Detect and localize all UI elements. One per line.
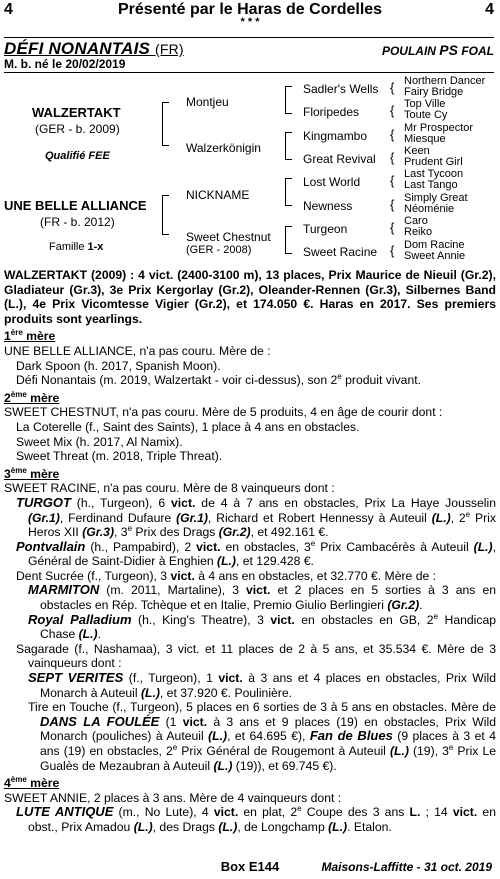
produce-item: Dark Spoon (h. 2017, Spanish Moon).: [16, 358, 221, 373]
pedigree-g3-8: Sweet Racine: [303, 245, 378, 259]
pedigree-g3-2: Floripedes: [303, 105, 360, 119]
pedigree-g2-note: (GER - 2008): [186, 244, 252, 256]
bracket: [285, 226, 292, 254]
produce-record: [4, 268, 496, 835]
pedigree-g4-15: Dom Racine: [404, 239, 465, 251]
bracket: {: [390, 243, 395, 258]
pedigree-g4-9: Last Tycoon: [404, 168, 464, 180]
pedigree-g4-3: Top Ville: [404, 98, 446, 110]
pedigree-g4-1: Northern Dancer: [404, 75, 486, 87]
pedigree-g4-13: Caro: [404, 215, 428, 227]
pedigree-g4-5: Mr Prospector: [404, 122, 474, 134]
pedigree-g3-6: Newness: [303, 199, 353, 213]
bracket: [285, 132, 292, 160]
pedigree-g4-8: Prudent Girl: [404, 156, 463, 168]
pedigree-g3-7: Turgeon: [303, 222, 348, 236]
produce-item: MARMITON (m. 2011, Martaline), 3 vict. et 2 places en 5 sorties à 3 ans en obstacles en Rép. Tchèque et en Italie, Premio Giulio Berlingieri (Gr.2).: [28, 582, 496, 613]
pedigree-sire: WALZERTAKT: [32, 105, 121, 120]
bracket: [285, 178, 292, 206]
sire-summary: WALZERTAKT (2009) : 4 vict. (2400-3100 m), 13 places, Prix Maurice de Nieuil (Gr.2), Gladiateur (Gr.3), 3e Prix Kergorlay (Gr.2), Oleander-Rennen (Gr.3), Silbernes Band (L.), 4e Prix Vicomtesse Vigier (Gr.2), et 174.050 €. Haras en 2017. Ses premiers produits sont yearlings.: [4, 268, 496, 326]
horse-country: (FR): [154, 41, 184, 57]
pedigree-g3-4: Great Revival: [303, 152, 376, 166]
sale-place-date: Maisons-Laffitte - 31 oct. 2019: [321, 860, 492, 874]
pedigree-sire-info: (GER - b. 2009): [35, 122, 120, 136]
produce-item: Défi Nonantais (m. 2019, Walzertakt - voir ci-dessus), son 2e produit vivant.: [16, 372, 421, 388]
pedigree-dam: UNE BELLE ALLIANCE: [4, 198, 147, 213]
pedigree-g4-4: Toute Cy: [404, 109, 448, 121]
pedigree-g3-5: Lost World: [303, 175, 361, 189]
pedigree-g4-12: Néoménie: [404, 203, 455, 215]
horse-name-bar: [4, 37, 494, 73]
produce-item: Sweet Threat (m. 2018, Triple Threat).: [16, 449, 223, 464]
produce-item: Pontvallain (h., Pampabird), 2 vict. en obstacles, 3e Prix Cambacérès à Auteuil (L.), Général de Saint-Didier à Enghien (L.), et 129.428 €.: [16, 538, 496, 569]
page-title: Présenté par le Haras de Cordelles: [117, 1, 383, 18]
bracket: {: [390, 80, 395, 95]
bracket: {: [390, 197, 395, 212]
bracket: [162, 195, 169, 235]
lot-number-left: 4: [4, 1, 13, 18]
pedigree-dam-info: (FR - b. 2012): [40, 215, 115, 229]
bracket: {: [390, 220, 395, 235]
section-1st-dam: 1ère mère: [4, 328, 56, 344]
horse-name: DÉFI NONANTAIS (FR): [4, 39, 184, 58]
bracket: {: [390, 150, 395, 165]
bracket: [285, 86, 292, 114]
dam-4-intro: SWEET ANNIE, 2 places à 3 ans. Mère de 4 vainqueurs dont :: [4, 790, 342, 805]
produce-item: TURGOT (h., Turgeon), 6 vict. de 4 à 7 ans en obstacles, Prix La Haye Jousselin (Gr.1), Ferdinand Dufaure (Gr.1), Richard et Robert Hennessy à Auteuil (L.), 2e Prix Heros XII (Gr.3), 3e Prix des Drags (Gr.2), et 492.161 €.: [16, 494, 496, 540]
horse-birth: M. b. né le 20/02/2019: [4, 57, 126, 71]
produce-item: SEPT VERITES (f., Turgeon), 1 vict. à 3 ans et 4 places en obstacles, Prix Wild Monarch à Auteuil (L.), et 37.920 €. Poulinière.: [28, 670, 496, 700]
pedigree-g4-6: Miesque: [404, 133, 446, 145]
produce-item: Tire en Touche (f., Turgeon), 5 places en 6 sorties de 3 à 5 ans en obstacles. Mère de DANS LA FOULÉE (1 vict. à 3 ans et 9 places (19) en obstacles, Prix Wild Monarch (pouliches) à Auteuil (L.), et 64.695 €), Fan de Blues (9 places à 3 et 4 ans (19) en obstacles, 2e Prix Général de Rougemont à Auteuil (L.) (19), 3e Prix Le Gualès de Mezaubran à Auteuil (L.) (19)), et 69.745 €).: [28, 700, 496, 773]
box-number: Box E144: [220, 859, 280, 874]
section-4th-dam: 4ème mère: [4, 775, 60, 791]
produce-item: La Coterelle (f., Saint des Saints), 1 place à 4 ans en obstacles.: [16, 419, 360, 434]
pedigree-g4-10: Last Tango: [404, 179, 458, 191]
pedigree-family: Famille 1-x: [49, 241, 104, 253]
dam-3-intro: SWEET RACINE, n'a pas couru. Mère de 8 vainqueurs dont :: [4, 481, 335, 496]
pedigree-g2-2: Walzerkönigin: [186, 141, 261, 155]
dam-2-intro: SWEET CHESTNUT, n'a pas couru. Mère de 5 produits, 4 en âge de courir dont :: [4, 405, 443, 420]
page-header: [0, 0, 500, 30]
bracket: {: [390, 127, 395, 142]
page-footer: [0, 857, 500, 877]
bracket: {: [390, 173, 395, 188]
pedigree-g4-7: Keen: [404, 145, 430, 157]
lot-number-right: 4: [485, 1, 494, 18]
section-3rd-dam: 3ème mère: [4, 465, 60, 481]
pedigree-g2-4: Sweet Chestnut: [186, 230, 271, 244]
title-stars: * * *: [240, 16, 260, 28]
produce-item: Dent Sucrée (f., Turgeon), 3 vict. à 4 ans en obstacles, et 32.770 €. Mère de :: [16, 568, 437, 583]
produce-item: Sagarade (f., Nashamaa), 3 vict. et 11 places de 2 à 5 ans, et 35.534 €. Mère de 3 vainqueurs dont :: [16, 641, 496, 671]
bracket: [162, 102, 169, 146]
produce-item: LUTE ANTIQUE (m., No Lute), 4 vict. en plat, 2e Coupe des 3 ans L. ; 14 vict. en obst., Prix Amadou (L.), des Drags (L.), de Longchamp (L.). Etalon.: [16, 804, 496, 834]
pedigree-g2-3: NICKNAME: [186, 188, 250, 202]
pedigree-sire-note: Qualifié FEE: [45, 150, 110, 162]
produce-item: Royal Palladium (h., King's Theatre), 3 vict. en obstacles en GB, 2e Handicap Chase (L.).: [28, 611, 497, 642]
pedigree-g3-1: Sadler's Wells: [303, 82, 379, 96]
horse-sex-label: POULAIN PS FOAL: [381, 42, 494, 58]
pedigree-g4-2: Fairy Bridge: [404, 86, 464, 98]
dam-1-intro: UNE BELLE ALLIANCE, n'a pas couru. Mère de :: [4, 343, 271, 358]
pedigree-g4-14: Reiko: [404, 226, 433, 238]
pedigree-g2-1: Montjeu: [186, 95, 229, 109]
pedigree-g4-11: Simply Great: [404, 192, 468, 204]
section-2nd-dam: 2ème mère: [4, 389, 60, 405]
pedigree-g3-3: Kingmambo: [303, 129, 368, 143]
pedigree-g4-16: Sweet Annie: [404, 250, 466, 262]
bracket: {: [390, 103, 395, 118]
produce-item: Sweet Mix (h. 2017, Al Namix).: [16, 434, 183, 449]
pedigree-table: [0, 74, 500, 264]
